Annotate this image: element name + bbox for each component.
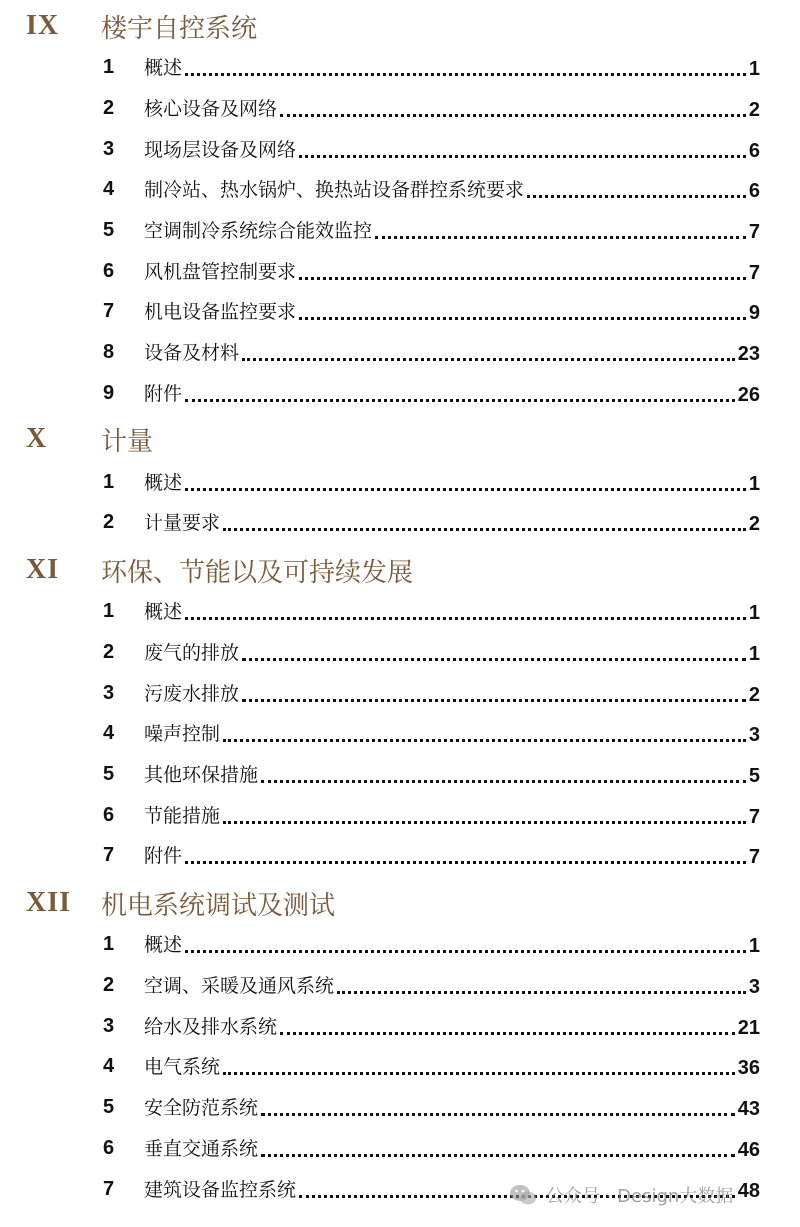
toc-section: [0, 419, 800, 459]
entry-title: 给水及排水系统: [144, 1016, 278, 1038]
entry-page-number: 3: [748, 976, 760, 998]
dot-leader: [242, 699, 746, 702]
entry-number: 5: [103, 1096, 115, 1118]
entry-page-number: 9: [748, 302, 760, 324]
toc-entry[interactable]: [0, 467, 800, 501]
entry-number: 5: [103, 763, 115, 785]
dot-leader: [185, 488, 746, 491]
toc-section: [0, 550, 800, 590]
entry-number: 1: [103, 600, 115, 622]
entry-page-number: 1: [748, 58, 760, 80]
entry-page-number: 26: [737, 384, 760, 406]
entry-title: 垂直交通系统: [144, 1138, 259, 1160]
entry-number: 4: [103, 178, 115, 200]
entry-page-number: 1: [748, 473, 760, 495]
entry-number: 1: [103, 471, 115, 493]
entry-title: 安全防范系统: [144, 1097, 259, 1119]
toc-entry[interactable]: [0, 759, 800, 793]
entry-number: 2: [103, 511, 115, 533]
entry-number: 3: [103, 138, 115, 160]
dot-leader: [261, 780, 746, 783]
toc-entry[interactable]: [0, 718, 800, 752]
entry-page-number: 6: [748, 140, 760, 162]
dot-leader: [299, 317, 746, 320]
toc-entry[interactable]: [0, 1051, 800, 1085]
toc-entry[interactable]: [0, 970, 800, 1004]
entry-number: 7: [103, 844, 115, 866]
toc-entry[interactable]: [0, 1092, 800, 1126]
entry-page-number: 43: [737, 1098, 760, 1120]
entry-page-number: 36: [737, 1057, 760, 1079]
entry-number: 1: [103, 933, 115, 955]
entry-page-number: 1: [748, 643, 760, 665]
toc-entry[interactable]: [0, 378, 800, 412]
entry-page-number: 1: [748, 602, 760, 624]
toc-entry[interactable]: [0, 1011, 800, 1045]
dot-leader: [299, 155, 746, 158]
entry-page-number: 5: [748, 765, 760, 787]
dot-leader: [337, 991, 746, 994]
toc-entry[interactable]: [0, 256, 800, 290]
toc-entry[interactable]: [0, 800, 800, 834]
entry-title: 概述: [144, 601, 183, 623]
toc-entry[interactable]: [0, 596, 800, 630]
toc-entry[interactable]: [0, 93, 800, 127]
toc-entry[interactable]: [0, 637, 800, 671]
toc-entry[interactable]: [0, 296, 800, 330]
dot-leader: [185, 617, 746, 620]
entry-title: 概述: [144, 57, 183, 79]
entry-page-number: 21: [737, 1017, 760, 1039]
entry-number: 6: [103, 1137, 115, 1159]
dot-leader: [280, 114, 746, 117]
dot-leader: [527, 195, 746, 198]
entry-title: 建筑设备监控系统: [144, 1179, 297, 1201]
entry-page-number: 3: [748, 724, 760, 746]
toc-entry[interactable]: [0, 215, 800, 249]
dot-leader: [185, 73, 746, 76]
entry-title: 计量要求: [144, 512, 221, 534]
entry-number: 3: [103, 682, 115, 704]
entry-number: 6: [103, 260, 115, 282]
dot-leader: [223, 739, 746, 742]
entry-page-number: 7: [748, 846, 760, 868]
toc-section: [0, 883, 800, 923]
toc-entry[interactable]: [0, 1133, 800, 1167]
entry-page-number: 48: [737, 1180, 760, 1202]
entry-number: 3: [103, 1015, 115, 1037]
dot-leader: [223, 821, 746, 824]
entry-title: 其他环保措施: [144, 764, 259, 786]
entry-number: 7: [103, 300, 115, 322]
entry-title: 制冷站、热水锅炉、换热站设备群控系统要求: [144, 179, 525, 201]
watermark: [508, 1180, 733, 1210]
toc-entry[interactable]: [0, 174, 800, 208]
toc-entry[interactable]: [0, 337, 800, 371]
entry-page-number: 7: [748, 221, 760, 243]
entry-title: 空调制冷系统综合能效监控: [144, 220, 373, 242]
dot-leader: [185, 399, 735, 402]
entry-page-number: 23: [737, 343, 760, 365]
entry-number: 2: [103, 974, 115, 996]
entry-title: 废气的排放: [144, 642, 240, 664]
section-number: XII: [26, 887, 72, 918]
dot-leader: [280, 1032, 735, 1035]
entry-number: 5: [103, 219, 115, 241]
section-number: IX: [26, 10, 60, 41]
entry-page-number: 46: [737, 1139, 760, 1161]
toc-entry[interactable]: [0, 507, 800, 541]
toc-entry[interactable]: [0, 134, 800, 168]
dot-leader: [242, 358, 735, 361]
entry-title: 噪声控制: [144, 723, 221, 745]
entry-title: 设备及材料: [144, 342, 240, 364]
entry-title: 电气系统: [144, 1056, 221, 1078]
entry-page-number: 2: [748, 513, 760, 535]
dot-leader: [261, 1154, 735, 1157]
entry-number: 9: [103, 382, 115, 404]
entry-page-number: 2: [748, 99, 760, 121]
dot-leader: [242, 658, 746, 661]
entry-title: 附件: [144, 845, 183, 867]
section-number: X: [26, 423, 48, 454]
entry-number: 6: [103, 804, 115, 826]
entry-title: 概述: [144, 472, 183, 494]
entry-title: 现场层设备及网络: [144, 139, 297, 161]
dot-leader: [223, 528, 746, 531]
section-title: 环保、节能以及可持续发展: [101, 558, 414, 588]
dot-leader: [185, 950, 746, 953]
entry-page-number: 6: [748, 180, 760, 202]
dot-leader: [223, 1072, 735, 1075]
entry-page-number: 2: [748, 684, 760, 706]
entry-title: 附件: [144, 383, 183, 405]
entry-title: 概述: [144, 934, 183, 956]
toc-entry[interactable]: [0, 840, 800, 874]
wechat-icon: [508, 1183, 538, 1207]
toc-section: [0, 6, 800, 46]
toc-entry[interactable]: [0, 678, 800, 712]
entry-page-number: 1: [748, 935, 760, 957]
toc-entry[interactable]: [0, 52, 800, 86]
entry-number: 4: [103, 1055, 115, 1077]
entry-number: 2: [103, 97, 115, 119]
watermark-text: 公众号 · Design大数据: [546, 1186, 734, 1207]
entry-number: 4: [103, 722, 115, 744]
entry-number: 1: [103, 56, 115, 78]
entry-title: 核心设备及网络: [144, 98, 278, 120]
section-title: 计量: [101, 427, 154, 457]
entry-number: 2: [103, 641, 115, 663]
entry-page-number: 7: [748, 262, 760, 284]
dot-leader: [261, 1113, 735, 1116]
dot-leader: [185, 861, 746, 864]
entry-title: 机电设备监控要求: [144, 301, 297, 323]
entry-number: 8: [103, 341, 115, 363]
entry-number: 7: [103, 1178, 115, 1200]
dot-leader: [299, 277, 746, 280]
toc-entry[interactable]: [0, 929, 800, 963]
entry-title: 空调、采暖及通风系统: [144, 975, 335, 997]
section-number: XI: [26, 554, 60, 585]
entry-page-number: 7: [748, 806, 760, 828]
section-title: 楼宇自控系统: [101, 14, 258, 44]
section-title: 机电系统调试及测试: [101, 891, 336, 921]
entry-title: 风机盘管控制要求: [144, 261, 297, 283]
dot-leader: [375, 236, 746, 239]
entry-title: 节能措施: [144, 805, 221, 827]
entry-title: 污废水排放: [144, 683, 240, 705]
